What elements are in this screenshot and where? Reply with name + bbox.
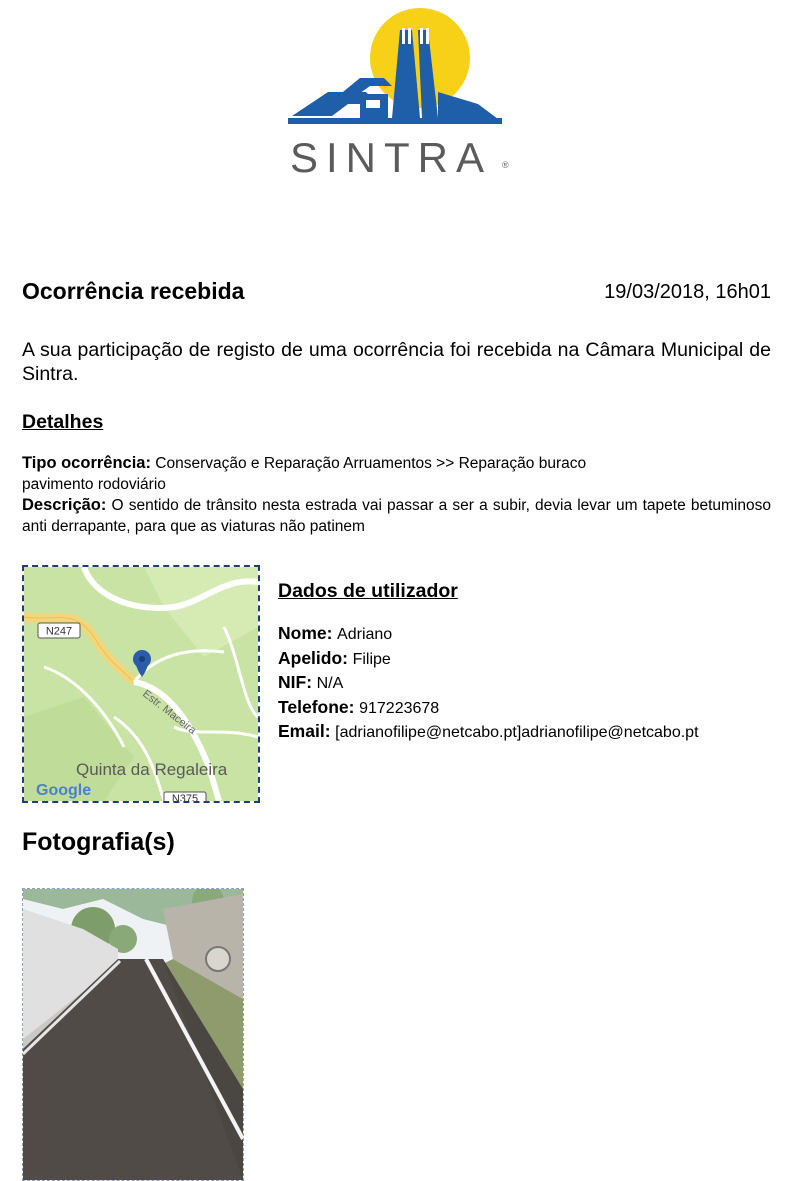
descricao-row: [22, 495, 771, 537]
details-body: [22, 453, 771, 537]
received-datetime: 19/03/2018, 16h01: [604, 281, 771, 303]
email-value[interactable]: [adrianofilipe@netcabo.pt]adrianofilipe@netcabo.pt: [335, 724, 699, 741]
email-label: Email:: [278, 721, 331, 741]
user-data-heading: Dados de utilizador: [278, 580, 458, 602]
tipo-ocorrencia-value-line1: Conservação e Reparação Arruamentos >> Reparação buraco: [155, 455, 587, 472]
nif-label: NIF:: [278, 672, 313, 692]
apelido-label: Apelido:: [278, 647, 348, 668]
nif-value: N/A: [316, 675, 344, 692]
telefone-value: 917223678: [359, 699, 440, 717]
road-label-n375: N375: [171, 793, 199, 801]
user-field-apelido: [278, 647, 699, 672]
map-brand: Google: [36, 782, 92, 799]
occurrence-photo[interactable]: [22, 888, 244, 1181]
intro-paragraph: A sua participação de registo de uma ocorrência foi recebida na Câmara Municipal de Sintra.: [22, 339, 771, 385]
road-label-n247: N247: [45, 625, 73, 638]
logo-wordmark: SINTRA: [290, 134, 493, 181]
descricao-label: Descrição:: [22, 496, 107, 514]
location-map[interactable]: [22, 565, 260, 803]
place-label: Quinta da Regaleira: [76, 760, 228, 779]
page-title: Ocorrência recebida: [22, 278, 245, 304]
user-field-nif: [278, 671, 699, 696]
tipo-ocorrencia-label: Tipo ocorrência:: [22, 454, 151, 472]
tipo-ocorrencia-row: [22, 453, 771, 495]
telefone-label: Telefone:: [278, 696, 355, 717]
user-field-telefone: [278, 696, 699, 721]
tipo-ocorrencia-value-line2: pavimento rodoviário: [22, 476, 166, 493]
photo-road-image: [23, 889, 243, 1180]
map-canvas: [24, 567, 258, 801]
apelido-value: Filipe: [352, 650, 391, 668]
logo-trademark: ®: [502, 160, 509, 170]
street-label: Estr. Maceira: [140, 687, 199, 737]
user-field-email: [278, 720, 699, 745]
photos-heading: Fotografia(s): [22, 828, 175, 856]
nome-value: Adriano: [337, 626, 393, 643]
user-field-nome: [278, 622, 699, 647]
details-heading: Detalhes: [22, 411, 104, 433]
descricao-value: O sentido de trânsito nesta estrada vai passar a ser a subir, devia levar um tapete betuminoso anti derrapante, para que as viaturas não patinem: [22, 497, 771, 535]
nome-label: Nome:: [278, 623, 333, 643]
user-data-fields: [278, 622, 699, 745]
